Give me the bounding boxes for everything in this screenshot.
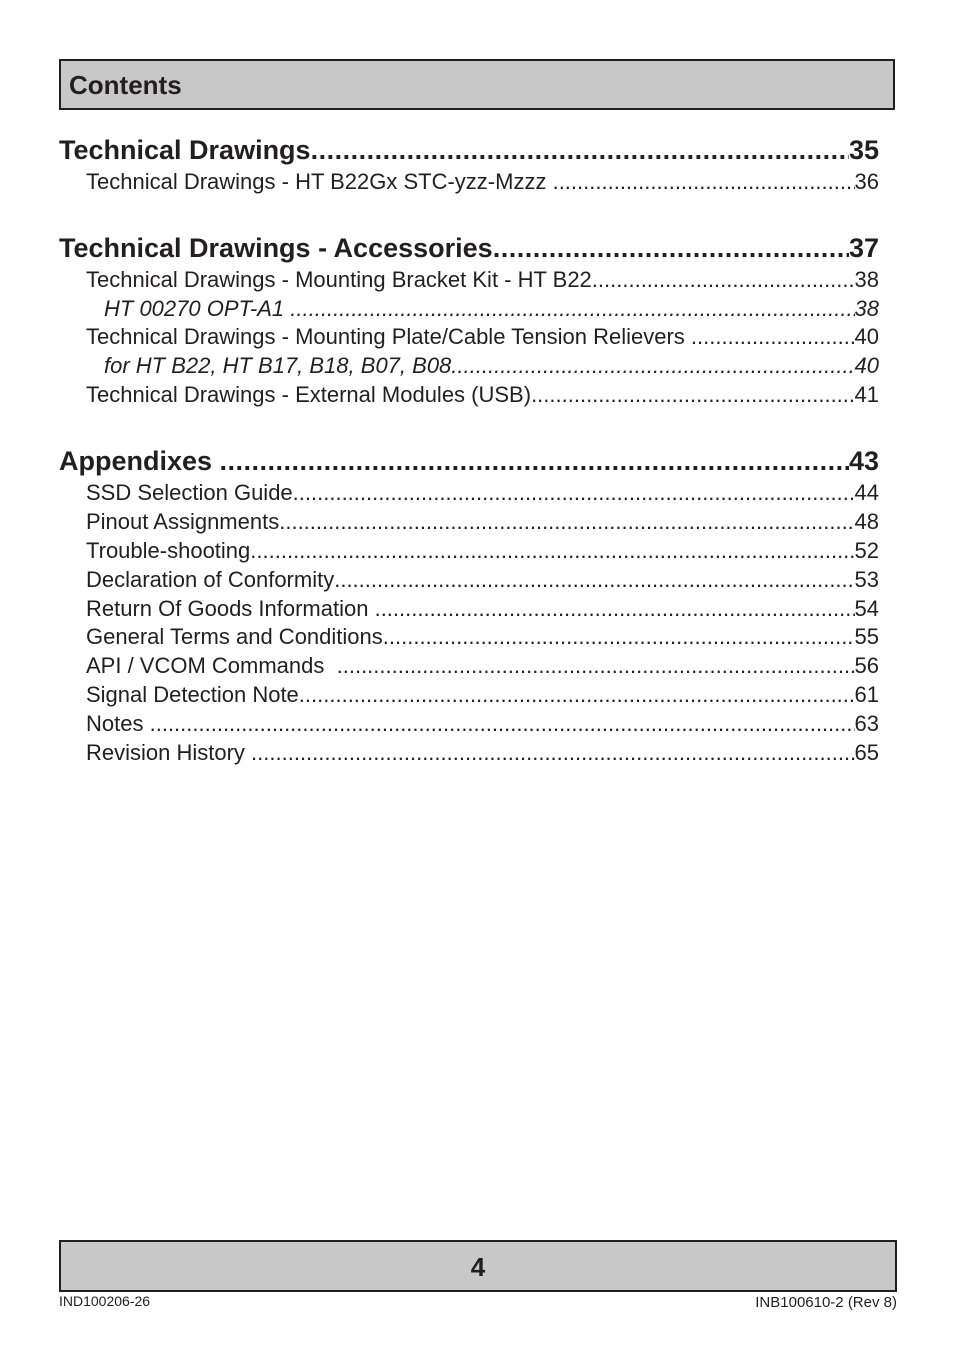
contents-header-bar (59, 59, 895, 110)
toc-page-number: 56 (854, 653, 879, 678)
toc-entry-api-vcom-commands[interactable]: API / VCOM Commands ..... 56 (86, 653, 879, 679)
toc-entry-revision-history[interactable]: Revision History ..... 65 (86, 740, 879, 766)
footer-bar (59, 1240, 897, 1292)
toc-entry-mounting-plate[interactable]: Technical Drawings - Mounting Plate/Cable Tension Relievers ..... 40 (86, 324, 879, 350)
toc-page-number: 55 (854, 624, 879, 649)
toc-entry-ssd-selection-guide[interactable]: SSD Selection Guide ..... 44 (86, 480, 879, 506)
toc-section-appendixes[interactable]: Appendixes ..... 43 (59, 446, 879, 477)
toc-page-number: 40 (854, 324, 879, 349)
toc-entry-general-terms[interactable]: General Terms and Conditions ..... 55 (86, 624, 879, 650)
toc-page-number: 35 (848, 135, 879, 165)
toc-entry-signal-detection-note[interactable]: Signal Detection Note ..... 61 (86, 682, 879, 708)
toc-page-number: 65 (854, 740, 879, 765)
toc-page-number: 44 (854, 480, 879, 505)
toc-page-number: 53 (854, 567, 879, 592)
toc-page-number: 48 (854, 509, 879, 534)
toc-page-number: 63 (854, 711, 879, 736)
toc-entry-trouble-shooting[interactable]: Trouble-shooting ..... 52 (86, 538, 879, 564)
document-id-right: INB100610-2 (Rev 8) (755, 1294, 897, 1311)
toc-page-number: 40 (854, 353, 879, 378)
toc-entry-pinout-assignments[interactable]: Pinout Assignments ..... 48 (86, 509, 879, 535)
toc-section-accessories[interactable]: Technical Drawings - Accessories ..... 37 (59, 233, 879, 264)
page-number: 4 (470, 1252, 486, 1282)
toc-page-number: 54 (854, 596, 879, 621)
toc-entry-return-of-goods[interactable]: Return Of Goods Information ..... 54 (86, 596, 879, 622)
toc-entry-declaration-of-conformity[interactable]: Declaration of Conformity ..... 53 (86, 567, 879, 593)
toc-page-number: 41 (854, 382, 879, 407)
document-id-left: IND100206-26 (59, 1293, 151, 1309)
toc-entry-notes[interactable]: Notes ..... 63 (86, 711, 879, 737)
toc-entry-ht-00270-opt-a1[interactable]: HT 00270 OPT-A1 ..... 38 (104, 296, 879, 322)
toc-page-number: 38 (854, 267, 879, 292)
toc-page-number: 43 (848, 446, 879, 476)
toc-page-number: 61 (854, 682, 879, 707)
toc-page-number: 37 (848, 233, 879, 263)
toc-entry-external-modules[interactable]: Technical Drawings - External Modules (USB) ..... 41 (86, 382, 879, 408)
toc-page-number: 52 (854, 538, 879, 563)
toc-page-number: 36 (854, 169, 879, 194)
toc-entry-for-ht-b22[interactable]: for HT B22, HT B17, B18, B07, B08 ..... 40 (104, 353, 879, 379)
toc-page-number: 38 (854, 296, 879, 321)
toc-section-technical-drawings[interactable]: Technical Drawings ..... 35 (59, 135, 879, 166)
toc-entry-mounting-bracket-kit[interactable]: Technical Drawings - Mounting Bracket Kit - HT B22 ..... 38 (86, 267, 879, 293)
page-title: Contents (69, 70, 182, 100)
toc-entry-ht-b22gx[interactable]: Technical Drawings - HT B22Gx STC-yzz-Mzzz ..... 36 (86, 169, 879, 195)
